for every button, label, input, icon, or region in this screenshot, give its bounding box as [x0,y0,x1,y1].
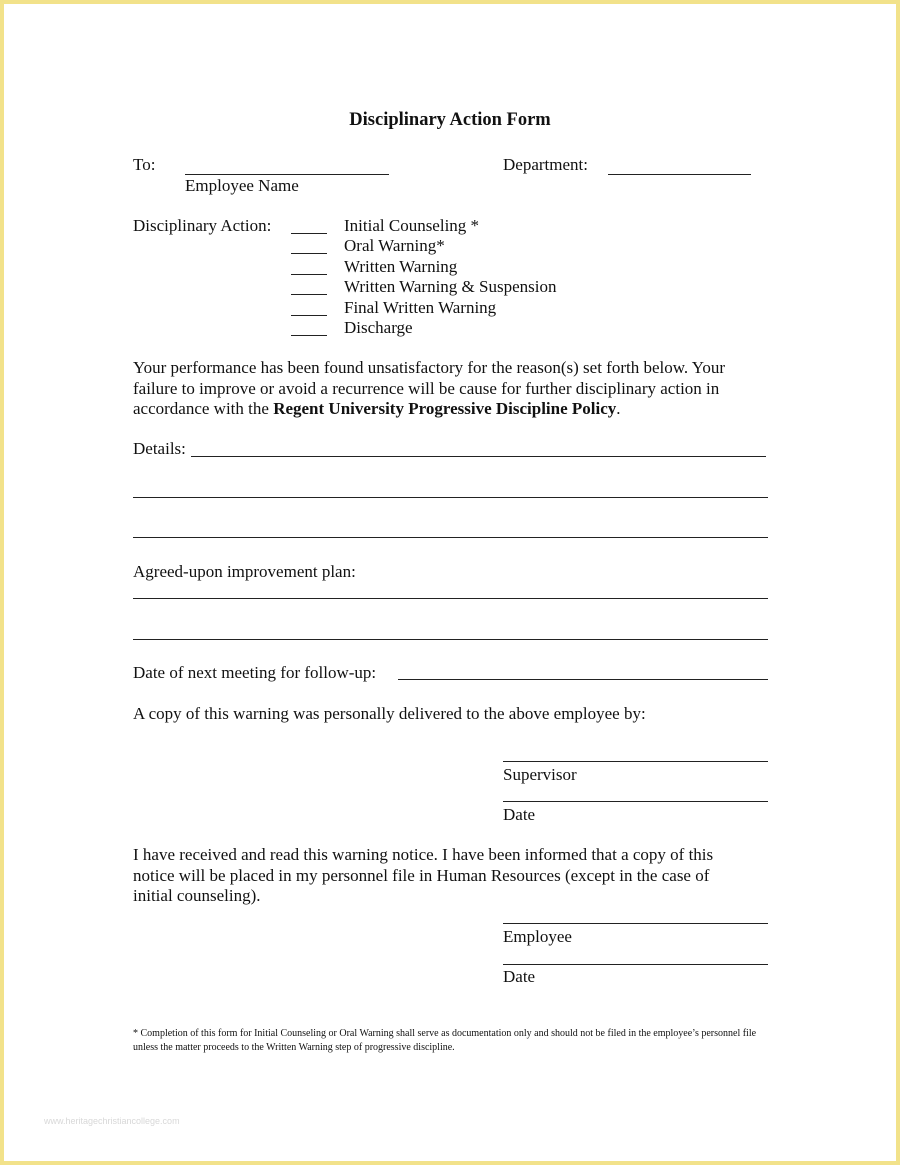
next-meeting-label: Date of next meeting for follow-up: [133,663,377,682]
supervisor-label: Supervisor [503,765,577,784]
watermark: www.heritagechristiancollege.com [44,1116,180,1126]
department-label: Department: [503,155,588,174]
action-option-final-written-warning: Final Written Warning [344,298,497,317]
improvement-plan-line-2[interactable] [133,639,768,640]
action-checkline-final-written-warning[interactable] [291,315,327,316]
action-option-written-warning-suspension: Written Warning & Suspension [344,277,557,296]
employee-signature-line[interactable] [503,923,768,924]
improvement-plan-label: Agreed-upon improvement plan: [133,562,356,581]
action-checkline-oral-warning[interactable] [291,253,327,254]
department-field[interactable] [608,174,751,175]
action-option-oral-warning: Oral Warning* [344,236,445,255]
disciplinary-action-label: Disciplinary Action: [133,216,272,235]
acknowledgement-text: I have received and read this warning notice. I have been informed that a copy of this notice will be placed in my personnel file in Human Resources (except in the case of initial counseling). [133,845,714,905]
action-option-discharge: Discharge [344,318,413,337]
improvement-plan-line-1[interactable] [133,598,768,599]
employee-name-field[interactable] [185,174,389,175]
supervisor-date-line[interactable] [503,801,768,802]
details-line-2[interactable] [133,497,768,498]
details-line-3[interactable] [133,537,768,538]
action-checkline-initial-counseling[interactable] [291,233,327,234]
supervisor-signature-line[interactable] [503,761,768,762]
next-meeting-field[interactable] [398,679,768,680]
performance-paragraph [133,358,773,420]
performance-text: Your performance has been found unsatisfactory for the reason(s) set forth below. Your failure to improve or avoid a recurrence will be cause for further disciplinary action in accordance with the [133,358,726,418]
form-title: Disciplinary Action Form [349,110,551,130]
copy-delivered-text: A copy of this warning was personally delivered to the above employee by: [133,704,646,723]
policy-name: Regent University Progressive Discipline Policy [273,399,617,418]
action-checkline-discharge[interactable] [291,335,327,336]
supervisor-date-label: Date [503,805,536,824]
action-checkline-written-warning[interactable] [291,274,327,275]
to-label: To: [133,155,156,174]
action-option-initial-counseling: Initial Counseling * [344,216,480,235]
details-line-1[interactable] [191,456,766,457]
employee-date-line[interactable] [503,964,768,965]
employee-name-caption: Employee Name [185,176,299,195]
action-checkline-written-warning-suspension[interactable] [291,294,327,295]
employee-date-label: Date [503,967,536,986]
employee-label: Employee [503,927,572,946]
action-option-written-warning: Written Warning [344,257,458,276]
performance-text-end: . [616,399,621,418]
details-label: Details: [133,439,186,458]
footnote: * Completion of this form for Initial Counseling or Oral Warning shall serve as documentation only and should not be filed in the employee’s personnel file unless the matter proceeds to the Written Warning step of progressive discipline. [133,1028,757,1053]
